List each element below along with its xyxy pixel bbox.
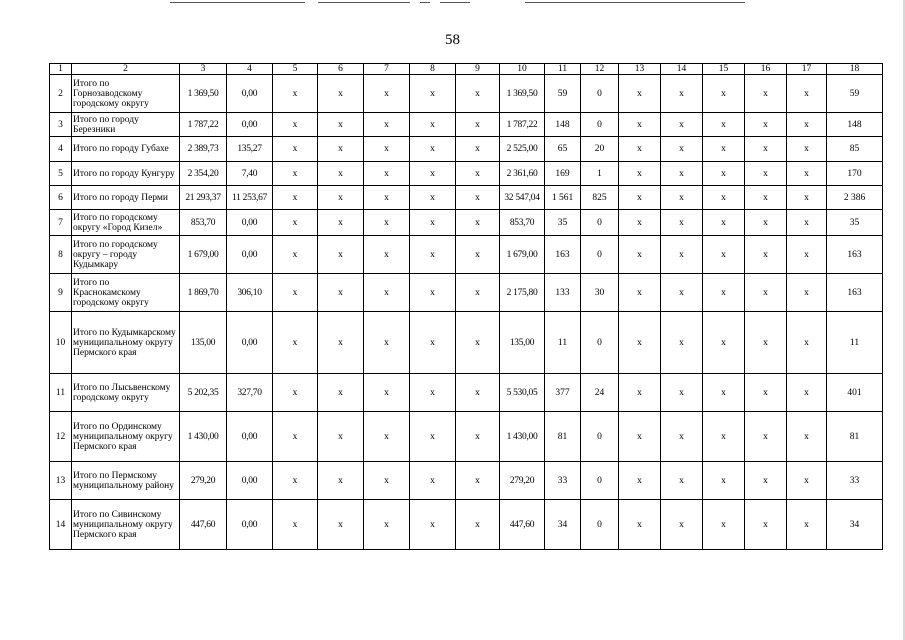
scan-top-edge	[0, 0, 905, 6]
value-cell: 20	[581, 137, 619, 162]
value-cell: x	[661, 500, 703, 550]
value-cell: 327,70	[227, 374, 273, 412]
value-cell: x	[456, 236, 500, 274]
value-cell: x	[787, 186, 827, 210]
value-cell: x	[410, 162, 456, 186]
value-cell: x	[364, 274, 410, 312]
value-cell: 0	[581, 312, 619, 374]
value-cell: x	[273, 162, 318, 186]
value-cell: x	[619, 374, 661, 412]
municipality-name-cell: Итого по городскому округу – городу Кудымкару	[72, 236, 180, 274]
column-number-header: 15	[703, 64, 745, 75]
value-cell: 0,00	[227, 312, 273, 374]
value-cell: 0,00	[227, 210, 273, 236]
table-row	[50, 162, 883, 186]
value-cell: x	[661, 162, 703, 186]
value-cell: 11	[545, 312, 581, 374]
value-cell: x	[787, 374, 827, 412]
value-cell: x	[456, 274, 500, 312]
value-cell: x	[619, 462, 661, 500]
row-number-cell: 4	[50, 137, 72, 162]
value-cell: 853,70	[180, 210, 227, 236]
table-row	[50, 210, 883, 236]
value-cell: 5 202,35	[180, 374, 227, 412]
value-cell: 35	[827, 210, 883, 236]
value-cell: x	[787, 75, 827, 113]
value-cell: 30	[581, 274, 619, 312]
value-cell: x	[619, 312, 661, 374]
value-cell: x	[745, 500, 787, 550]
value-cell: x	[273, 210, 318, 236]
value-cell: 135,00	[500, 312, 545, 374]
value-cell: x	[703, 162, 745, 186]
column-number-header: 13	[619, 64, 661, 75]
value-cell: x	[703, 113, 745, 137]
value-cell: x	[661, 274, 703, 312]
value-cell: x	[318, 113, 364, 137]
column-number-header: 1	[50, 64, 72, 75]
row-number-cell: 8	[50, 236, 72, 274]
value-cell: 306,10	[227, 274, 273, 312]
value-cell: 825	[581, 186, 619, 210]
value-cell: x	[745, 412, 787, 462]
municipality-name-cell: Итого по Лысьвенскому городскому округу	[72, 374, 180, 412]
value-cell: x	[273, 374, 318, 412]
value-cell: x	[318, 162, 364, 186]
value-cell: x	[318, 236, 364, 274]
value-cell: 2 386	[827, 186, 883, 210]
value-cell: 1 369,50	[180, 75, 227, 113]
value-cell: 169	[545, 162, 581, 186]
value-cell: x	[410, 210, 456, 236]
value-cell: 135,27	[227, 137, 273, 162]
value-cell: x	[456, 75, 500, 113]
value-cell: x	[703, 236, 745, 274]
value-cell: x	[456, 500, 500, 550]
municipality-name-cell: Итого по Горнозаводскому городскому округу	[72, 75, 180, 113]
value-cell: 35	[545, 210, 581, 236]
value-cell: x	[318, 412, 364, 462]
value-cell: 0	[581, 210, 619, 236]
value-cell: 2 354,20	[180, 162, 227, 186]
value-cell: x	[661, 75, 703, 113]
column-number-header: 7	[364, 64, 410, 75]
value-cell: x	[745, 374, 787, 412]
table-row	[50, 113, 883, 137]
value-cell: 11 253,67	[227, 186, 273, 210]
value-cell: 377	[545, 374, 581, 412]
row-number-cell: 6	[50, 186, 72, 210]
value-cell: x	[273, 75, 318, 113]
value-cell: x	[364, 462, 410, 500]
municipality-name-cell: Итого по городу Перми	[72, 186, 180, 210]
column-number-header: 14	[661, 64, 703, 75]
value-cell: x	[661, 210, 703, 236]
value-cell: x	[318, 374, 364, 412]
row-number-cell: 5	[50, 162, 72, 186]
table-row	[50, 412, 883, 462]
value-cell: x	[703, 274, 745, 312]
value-cell: x	[703, 462, 745, 500]
table-row	[50, 274, 883, 312]
municipality-name-cell: Итого по городу Губахе	[72, 137, 180, 162]
value-cell: 32 547,04	[500, 186, 545, 210]
value-cell: x	[364, 412, 410, 462]
municipality-name-cell: Итого по городу Березники	[72, 113, 180, 137]
value-cell: x	[619, 162, 661, 186]
value-cell: x	[364, 186, 410, 210]
value-cell: x	[318, 210, 364, 236]
table-header-row	[50, 64, 883, 75]
value-cell: x	[787, 113, 827, 137]
table-row	[50, 75, 883, 113]
value-cell: 2 175,80	[500, 274, 545, 312]
value-cell: x	[661, 137, 703, 162]
value-cell: x	[410, 374, 456, 412]
value-cell: 21 293,37	[180, 186, 227, 210]
value-cell: 59	[545, 75, 581, 113]
column-number-header: 2	[72, 64, 180, 75]
municipality-name-cell: Итого по Сивинскому муниципальному округу Пермского края	[72, 500, 180, 550]
value-cell: x	[703, 210, 745, 236]
value-cell: 1 369,50	[500, 75, 545, 113]
row-number-cell: 10	[50, 312, 72, 374]
value-cell: x	[273, 412, 318, 462]
column-number-header: 18	[827, 64, 883, 75]
value-cell: x	[703, 500, 745, 550]
value-cell: x	[703, 312, 745, 374]
value-cell: x	[410, 462, 456, 500]
value-cell: x	[703, 186, 745, 210]
scan-line	[440, 2, 470, 3]
value-cell: x	[787, 462, 827, 500]
value-cell: x	[456, 137, 500, 162]
table-row	[50, 236, 883, 274]
value-cell: 34	[545, 500, 581, 550]
value-cell: 1 679,00	[500, 236, 545, 274]
column-number-header: 11	[545, 64, 581, 75]
value-cell: x	[661, 412, 703, 462]
scan-line	[318, 2, 410, 3]
value-cell: x	[273, 500, 318, 550]
value-cell: x	[456, 412, 500, 462]
value-cell: 1 430,00	[180, 412, 227, 462]
value-cell: 1 561	[545, 186, 581, 210]
value-cell: 0,00	[227, 412, 273, 462]
value-cell: x	[273, 236, 318, 274]
column-number-header: 8	[410, 64, 456, 75]
value-cell: x	[410, 236, 456, 274]
column-number-header: 3	[180, 64, 227, 75]
value-cell: 7,40	[227, 162, 273, 186]
value-cell: 163	[545, 236, 581, 274]
value-cell: x	[619, 210, 661, 236]
value-cell: x	[273, 312, 318, 374]
value-cell: 1 869,70	[180, 274, 227, 312]
value-cell: x	[619, 113, 661, 137]
value-cell: x	[787, 236, 827, 274]
column-number-header: 17	[787, 64, 827, 75]
value-cell: x	[273, 137, 318, 162]
value-cell: x	[456, 210, 500, 236]
value-cell: 0,00	[227, 462, 273, 500]
value-cell: 0	[581, 113, 619, 137]
value-cell: x	[745, 236, 787, 274]
row-number-cell: 12	[50, 412, 72, 462]
table-row	[50, 137, 883, 162]
value-cell: x	[410, 274, 456, 312]
value-cell: 2 361,60	[500, 162, 545, 186]
value-cell: x	[703, 137, 745, 162]
value-cell: x	[619, 75, 661, 113]
table-row	[50, 312, 883, 374]
value-cell: 401	[827, 374, 883, 412]
municipality-name-cell: Итого по Кудымкарскому муниципальному округу Пермского края	[72, 312, 180, 374]
column-number-header: 4	[227, 64, 273, 75]
value-cell: 33	[827, 462, 883, 500]
value-cell: 0	[581, 75, 619, 113]
table-row	[50, 462, 883, 500]
value-cell: 1 679,00	[180, 236, 227, 274]
value-cell: x	[745, 312, 787, 374]
municipality-name-cell: Итого по Ординскому муниципальному округу Пермского края	[72, 412, 180, 462]
page-number: 58	[445, 32, 460, 48]
row-number-cell: 11	[50, 374, 72, 412]
value-cell: x	[787, 500, 827, 550]
value-cell: x	[619, 236, 661, 274]
value-cell: 24	[581, 374, 619, 412]
value-cell: x	[661, 312, 703, 374]
value-cell: 2 389,73	[180, 137, 227, 162]
value-cell: x	[745, 274, 787, 312]
value-cell: 59	[827, 75, 883, 113]
value-cell: x	[787, 162, 827, 186]
value-cell: x	[456, 462, 500, 500]
value-cell: x	[410, 412, 456, 462]
value-cell: 133	[545, 274, 581, 312]
municipality-name-cell: Итого по Пермскому муниципальному району	[72, 462, 180, 500]
value-cell: 0,00	[227, 75, 273, 113]
value-cell: 447,60	[500, 500, 545, 550]
value-cell: 853,70	[500, 210, 545, 236]
value-cell: x	[410, 113, 456, 137]
municipality-name-cell: Итого по городу Кунгуру	[72, 162, 180, 186]
value-cell: 11	[827, 312, 883, 374]
value-cell: 33	[545, 462, 581, 500]
value-cell: x	[745, 75, 787, 113]
value-cell: x	[318, 462, 364, 500]
value-cell: 1 787,22	[180, 113, 227, 137]
value-cell: x	[273, 274, 318, 312]
value-cell: 163	[827, 274, 883, 312]
value-cell: x	[318, 312, 364, 374]
value-cell: x	[703, 412, 745, 462]
value-cell: x	[273, 186, 318, 210]
value-cell: x	[364, 210, 410, 236]
value-cell: x	[619, 186, 661, 210]
value-cell: x	[619, 274, 661, 312]
row-number-cell: 9	[50, 274, 72, 312]
value-cell: x	[318, 500, 364, 550]
value-cell: 0,00	[227, 113, 273, 137]
value-cell: x	[745, 186, 787, 210]
value-cell: 135,00	[180, 312, 227, 374]
value-cell: 34	[827, 500, 883, 550]
column-number-header: 9	[456, 64, 500, 75]
value-cell: x	[661, 113, 703, 137]
value-cell: x	[745, 210, 787, 236]
value-cell: x	[619, 137, 661, 162]
value-cell: x	[318, 137, 364, 162]
value-cell: 148	[545, 113, 581, 137]
column-number-header: 10	[500, 64, 545, 75]
value-cell: x	[456, 162, 500, 186]
scan-line	[170, 2, 305, 3]
value-cell: x	[364, 137, 410, 162]
value-cell: 0	[581, 236, 619, 274]
row-number-cell: 7	[50, 210, 72, 236]
value-cell: 447,60	[180, 500, 227, 550]
budget-table	[49, 63, 883, 550]
row-number-cell: 3	[50, 113, 72, 137]
value-cell: 65	[545, 137, 581, 162]
value-cell: x	[273, 462, 318, 500]
value-cell: 0	[581, 412, 619, 462]
value-cell: x	[661, 236, 703, 274]
value-cell: 279,20	[180, 462, 227, 500]
value-cell: x	[619, 412, 661, 462]
value-cell: 0	[581, 462, 619, 500]
value-cell: x	[661, 374, 703, 412]
value-cell: 1	[581, 162, 619, 186]
value-cell: 163	[827, 236, 883, 274]
table-row	[50, 374, 883, 412]
value-cell: x	[364, 162, 410, 186]
value-cell: x	[456, 186, 500, 210]
scan-line	[525, 2, 745, 3]
value-cell: 1 430,00	[500, 412, 545, 462]
value-cell: x	[745, 113, 787, 137]
value-cell: x	[410, 186, 456, 210]
value-cell: x	[364, 500, 410, 550]
value-cell: 1 787,22	[500, 113, 545, 137]
value-cell: 148	[827, 113, 883, 137]
value-cell: x	[456, 113, 500, 137]
table-row	[50, 500, 883, 550]
municipality-name-cell: Итого по Краснокамскому городскому округу	[72, 274, 180, 312]
row-number-cell: 14	[50, 500, 72, 550]
value-cell: x	[787, 210, 827, 236]
value-cell: x	[745, 137, 787, 162]
value-cell: 279,20	[500, 462, 545, 500]
scan-line	[420, 2, 430, 3]
value-cell: x	[619, 500, 661, 550]
value-cell: 2 525,00	[500, 137, 545, 162]
value-cell: 5 530,05	[500, 374, 545, 412]
value-cell: x	[364, 312, 410, 374]
row-number-cell: 2	[50, 75, 72, 113]
column-number-header: 5	[273, 64, 318, 75]
value-cell: 0,00	[227, 236, 273, 274]
column-number-header: 6	[318, 64, 364, 75]
value-cell: 0	[581, 500, 619, 550]
value-cell: x	[364, 236, 410, 274]
value-cell: x	[745, 162, 787, 186]
table-row	[50, 186, 883, 210]
value-cell: x	[410, 312, 456, 374]
value-cell: x	[318, 186, 364, 210]
value-cell: x	[745, 462, 787, 500]
municipality-name-cell: Итого по городскому округу «Город Кизел»	[72, 210, 180, 236]
value-cell: x	[410, 137, 456, 162]
value-cell: x	[787, 412, 827, 462]
value-cell: 170	[827, 162, 883, 186]
value-cell: x	[787, 312, 827, 374]
value-cell: x	[661, 462, 703, 500]
value-cell: x	[703, 374, 745, 412]
value-cell: x	[318, 75, 364, 113]
value-cell: 81	[545, 412, 581, 462]
value-cell: x	[456, 374, 500, 412]
value-cell: x	[787, 137, 827, 162]
value-cell: x	[318, 274, 364, 312]
value-cell: 81	[827, 412, 883, 462]
value-cell: x	[273, 113, 318, 137]
value-cell: x	[410, 500, 456, 550]
value-cell: x	[787, 274, 827, 312]
row-number-cell: 13	[50, 462, 72, 500]
value-cell: x	[364, 113, 410, 137]
column-number-header: 12	[581, 64, 619, 75]
column-number-header: 16	[745, 64, 787, 75]
value-cell: x	[456, 312, 500, 374]
value-cell: 0,00	[227, 500, 273, 550]
value-cell: x	[410, 75, 456, 113]
value-cell: x	[703, 75, 745, 113]
value-cell: x	[661, 186, 703, 210]
value-cell: 85	[827, 137, 883, 162]
value-cell: x	[364, 374, 410, 412]
value-cell: x	[364, 75, 410, 113]
